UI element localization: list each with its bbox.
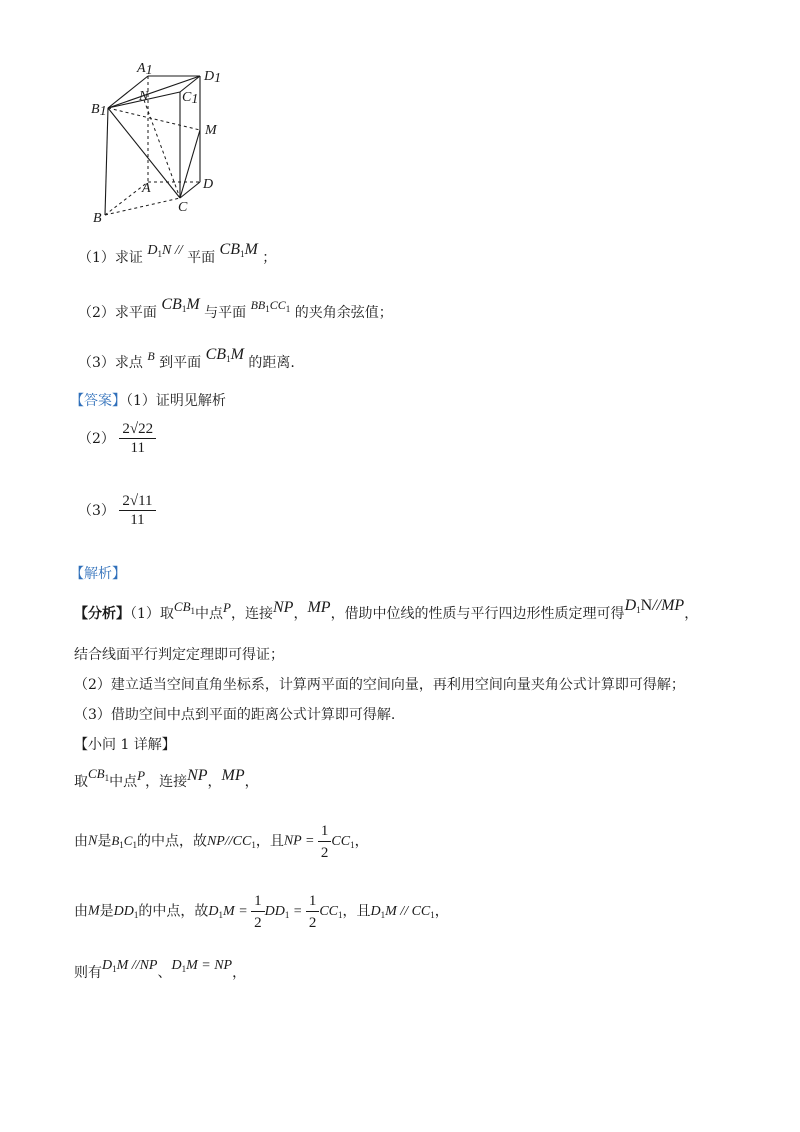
label-M: M (205, 123, 217, 138)
question-1: （1）求证 $D_1N$ // 平面 $CB_1M$ ； (78, 241, 277, 266)
question-3: （3）求点 B 到平面 $CB_1M$ 的距离. (78, 346, 295, 371)
answer-header: 【答案】（1）证明见解析 (70, 393, 226, 409)
answer-3: （3） $\frac{2√11}{11}$ (78, 494, 156, 528)
label-A: A (142, 181, 151, 196)
detail-line-3: 由M是$DD_1$的中点，故$D_1M$ = $\frac{1}{2}$ $DD_1$ = $\frac{1}{2}$ $CC_1$，且$D_1M // CC_1$， (74, 893, 449, 931)
label-N: N (139, 89, 149, 104)
label-D: D (203, 177, 214, 192)
detail-line-4: 则有$D_1M$ //NP、$D_1M$ = NP， (74, 958, 247, 981)
prism-figure (85, 55, 345, 245)
question-2: （2）求平面 $CB_1M$ 与平面 $BB_1CC_1$ 的夹角余弦值； (78, 296, 393, 321)
label-C: C (178, 200, 188, 215)
fenxi-line-4: （3）借助空间中点到平面的距离公式计算即可得解. (74, 707, 396, 723)
label-B: B (93, 211, 102, 226)
answer-2: （2） $\frac{2√22}{11}$ (78, 422, 156, 456)
label-C1: C1 (182, 90, 199, 107)
detail-line-2: 由N是$B_1C_1$的中点，故$NP//CC_1$，且NP = $\frac{1}{2}$ $CC_1$， (74, 823, 369, 861)
fenxi-line-3: （2）建立适当空间直角坐标系，计算两平面的空间向量，再利用空间向量夹角公式计算即可得解； (74, 677, 685, 693)
label-B1: B1 (91, 102, 107, 119)
analysis-tag: 【解析】 (70, 566, 126, 582)
fenxi-line-2: 结合线面平行判定定理即可得证； (74, 647, 284, 663)
label-A1: A1 (137, 61, 153, 78)
detail-tag: 【小问 1 详解】 (74, 737, 176, 753)
fenxi-line-1: 【分析】（1）取$CB_1$中点P，连接NP，MP，借助中位线的性质与平行四边形性质定理可得$D_1N//MP$， (74, 597, 699, 622)
label-D1: D1 (204, 69, 222, 86)
detail-line-1: 取$CB_1$中点P，连接NP，MP， (74, 766, 259, 790)
